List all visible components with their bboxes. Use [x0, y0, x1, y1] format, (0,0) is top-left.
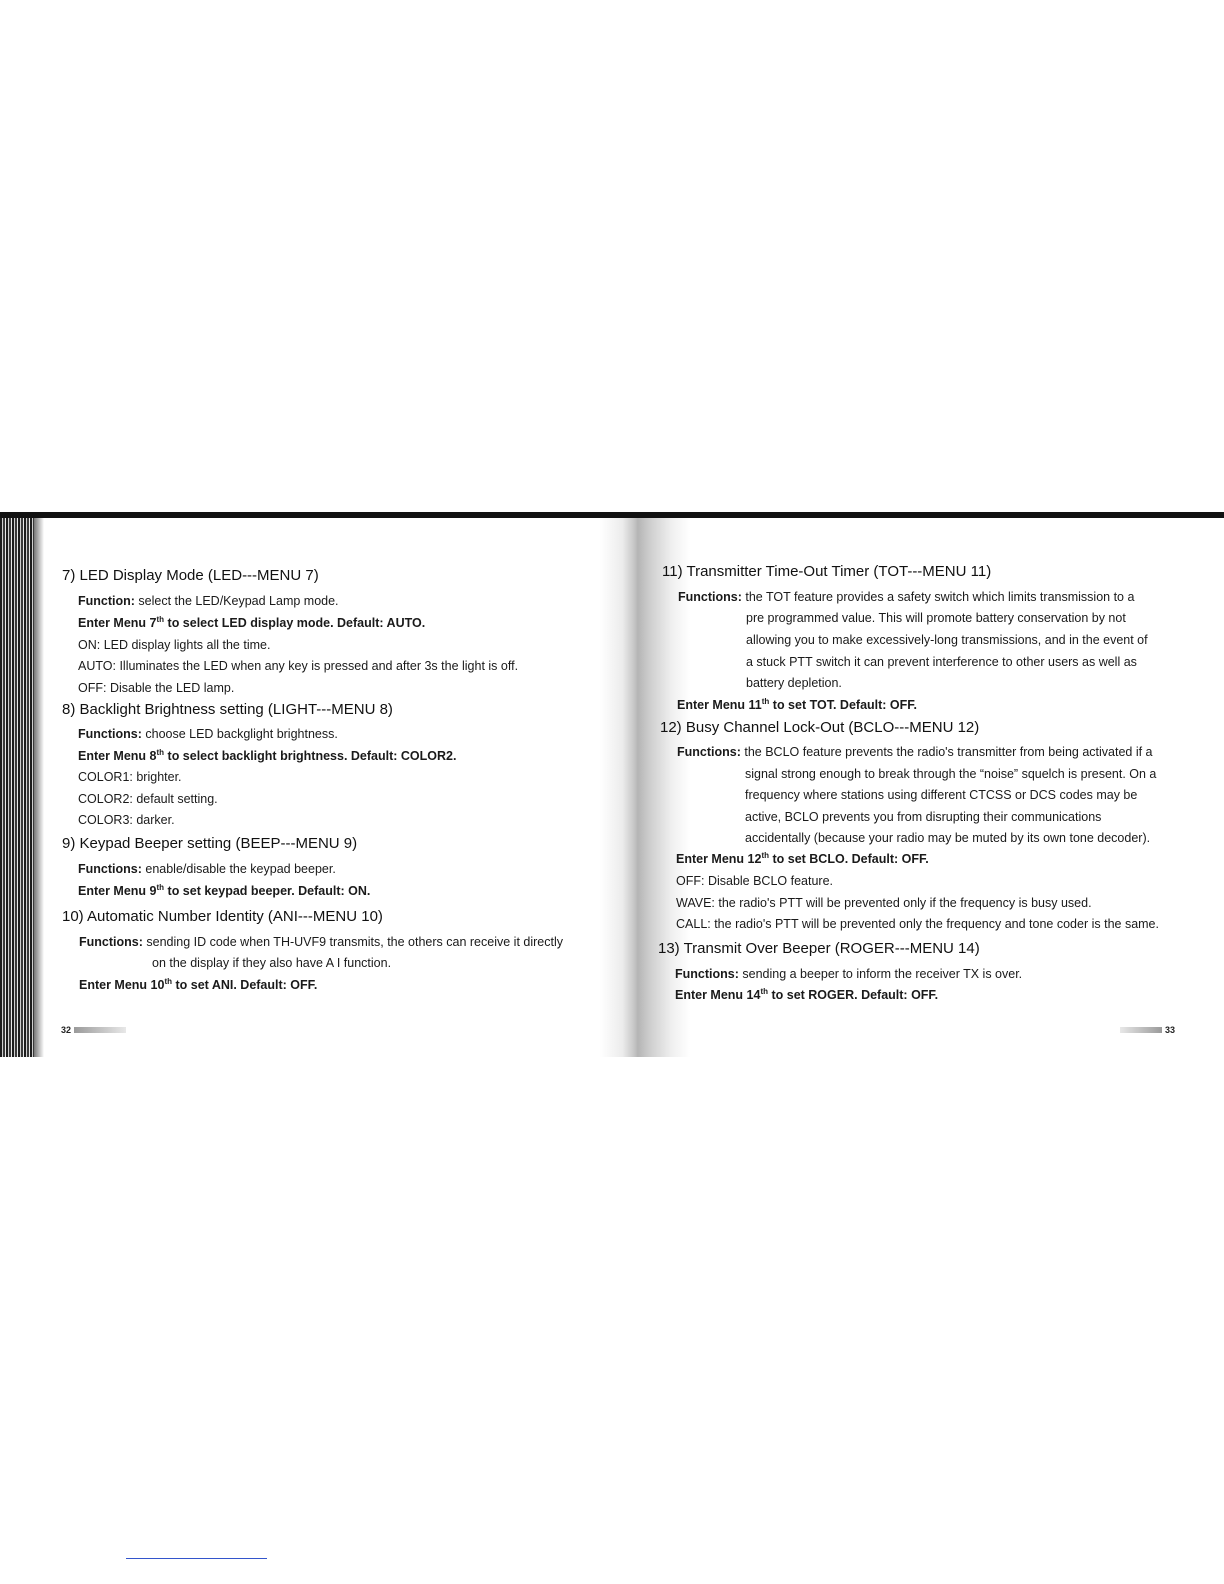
- ordinal-suffix: th: [156, 882, 165, 892]
- ordinal-suffix: th: [156, 747, 165, 757]
- left-page: [0, 512, 610, 1057]
- function-line: [79, 935, 563, 949]
- function-continuation: accidentally (because your radio may be muted by its own tone decoder).: [745, 831, 1151, 845]
- section-title: 11) Transmitter Time-Out Timer (TOT---MENU 11): [662, 563, 992, 580]
- page-number-bar: [74, 1027, 126, 1033]
- function-continuation: active, BCLO prevents you from disrupting their communications: [745, 810, 1102, 824]
- enter-menu-default: to set keypad beeper. Default: ON.: [164, 884, 371, 898]
- enter-menu-text: Enter Menu 10: [79, 978, 165, 992]
- function-text: the TOT feature provides a safety switch which limits transmission to a: [741, 590, 1135, 604]
- function-label: Functions:: [79, 935, 143, 949]
- function-text: enable/disable the keypad beeper.: [141, 862, 336, 876]
- function-continuation: signal strong enough to break through the “noise” squelch is present. On a: [745, 767, 1157, 781]
- function-continuation: frequency where stations using different CTCSS or DCS codes may be: [745, 788, 1138, 802]
- enter-menu-default: to set TOT. Default: OFF.: [769, 698, 918, 712]
- ordinal-suffix: th: [760, 986, 768, 996]
- function-line: [678, 590, 1134, 604]
- option-line: WAVE: the radio's PTT will be prevented only if the frequency is busy used.: [676, 896, 1092, 910]
- enter-menu-text: Enter Menu 9: [78, 884, 157, 898]
- page-number-left: [61, 1025, 126, 1035]
- function-text: select the LED/Keypad Lamp mode.: [134, 594, 339, 608]
- enter-menu-line: [676, 852, 929, 866]
- enter-menu-default: to set ROGER. Default: OFF.: [768, 988, 939, 1002]
- function-line: [677, 745, 1153, 759]
- page-number-text: 32: [61, 1025, 72, 1035]
- option-line: COLOR2: default setting.: [78, 792, 218, 806]
- ordinal-suffix: th: [164, 976, 172, 986]
- option-line: COLOR1: brighter.: [78, 770, 182, 784]
- option-line: OFF: Disable BCLO feature.: [676, 874, 834, 888]
- function-continuation: pre programmed value. This will promote battery conservation by not: [746, 611, 1126, 625]
- function-text: sending a beeper to inform the receiver TX is over.: [738, 967, 1023, 981]
- enter-menu-line: [79, 978, 317, 992]
- function-text: the BCLO feature prevents the radio's transmitter from being activated if a: [740, 745, 1153, 759]
- enter-menu-line: [677, 698, 917, 712]
- function-label: Functions:: [678, 590, 742, 604]
- section-title: 8) Backlight Brightness setting (LIGHT---MENU 8): [62, 701, 393, 718]
- enter-menu-text: Enter Menu 11: [677, 698, 762, 712]
- enter-menu-text: Enter Menu 12: [676, 852, 762, 866]
- function-line: [78, 727, 338, 741]
- function-label: Function:: [78, 594, 135, 608]
- section-title: 12) Busy Channel Lock-Out (BCLO---MENU 12): [660, 719, 980, 736]
- enter-menu-default: to set BCLO. Default: OFF.: [769, 852, 929, 866]
- enter-menu-default: to set ANI. Default: OFF.: [172, 978, 318, 992]
- section-title: 13) Transmit Over Beeper (ROGER---MENU 14): [658, 940, 980, 957]
- book-spread: [0, 512, 1224, 1057]
- ordinal-suffix: th: [761, 850, 769, 860]
- function-line: [675, 967, 1022, 981]
- section-title: 9) Keypad Beeper setting (BEEP---MENU 9): [62, 835, 358, 852]
- enter-menu-default: to select backlight brightness. Default: COLOR2.: [164, 749, 457, 763]
- function-text: sending ID code when TH-UVF9 transmits, the others can receive it directly: [142, 935, 563, 949]
- right-page: [612, 512, 1224, 1057]
- option-line: OFF: Disable the LED lamp.: [78, 681, 235, 695]
- option-line: COLOR3: darker.: [78, 813, 175, 827]
- function-label: Functions:: [675, 967, 739, 981]
- function-continuation: battery depletion.: [746, 676, 842, 690]
- ordinal-suffix: th: [761, 696, 770, 706]
- ordinal-suffix: th: [156, 614, 165, 624]
- footnote-separator-line: [126, 1558, 267, 1559]
- enter-menu-text: Enter Menu 7: [78, 616, 157, 630]
- enter-menu-line: [78, 884, 370, 898]
- function-continuation: on the display if they also have A I function.: [152, 956, 392, 970]
- function-continuation: allowing you to make excessively-long transmissions, and in the event of: [746, 633, 1148, 647]
- function-line: [78, 594, 339, 608]
- option-line: ON: LED display lights all the time.: [78, 638, 271, 652]
- enter-menu-default: to select LED display mode. Default: AUTO.: [164, 616, 426, 630]
- section-title: 10) Automatic Number Identity (ANI---MENU 10): [62, 908, 383, 925]
- section-title: 7) LED Display Mode (LED---MENU 7): [62, 567, 319, 584]
- enter-menu-text: Enter Menu 14: [675, 988, 761, 1002]
- enter-menu-line: [675, 988, 938, 1002]
- enter-menu-line: [78, 616, 425, 630]
- page-number-text: 33: [1165, 1025, 1176, 1035]
- function-continuation: a stuck PTT switch it can prevent interference to other users as well as: [746, 655, 1137, 669]
- function-label: Functions:: [677, 745, 741, 759]
- page-number-bar: [1120, 1027, 1162, 1033]
- enter-menu-line: [78, 749, 456, 763]
- function-label: Functions:: [78, 727, 142, 741]
- enter-menu-text: Enter Menu 8: [78, 749, 157, 763]
- function-line: [78, 862, 336, 876]
- option-line: CALL: the radio's PTT will be prevented only the frequency and tone coder is the same.: [676, 917, 1159, 931]
- function-text: choose LED backglight brightness.: [141, 727, 338, 741]
- function-label: Functions:: [78, 862, 142, 876]
- option-line: AUTO: Illuminates the LED when any key is pressed and after 3s the light is off.: [78, 659, 519, 673]
- page-number-right: [1120, 1025, 1175, 1035]
